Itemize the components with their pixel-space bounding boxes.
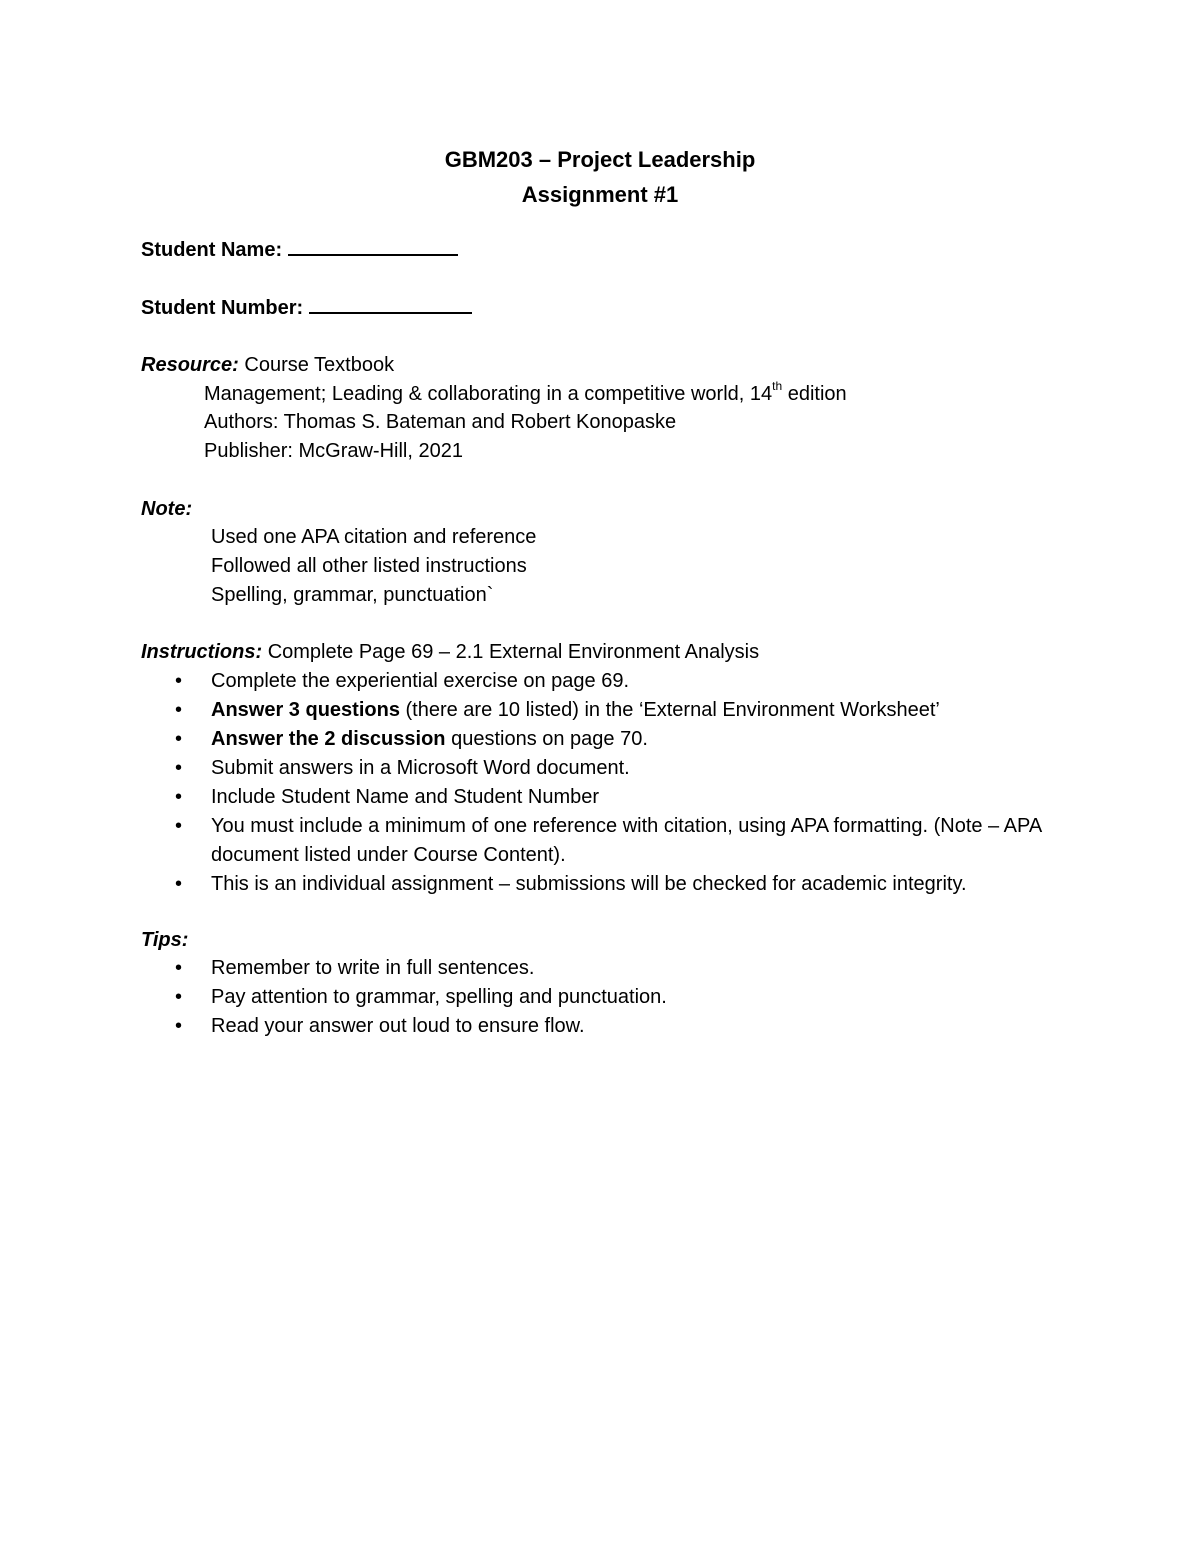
bullet-icon: • [175, 699, 183, 721]
list-item-text: You must include a minimum of one reference with citation, using APA formatting. (Note – APA document listed under Course Content). [211, 815, 1042, 866]
book-title-edition: edition [782, 383, 847, 405]
list-item [141, 754, 1071, 783]
list-item-text: Complete the experiential exercise on page 69. [211, 670, 630, 692]
document-subtitle: Assignment #1 [521, 182, 679, 207]
list-item [141, 812, 1071, 870]
bullet-icon: • [175, 786, 183, 808]
resource-row [141, 351, 394, 380]
list-item [141, 983, 1071, 1012]
book-title-superscript: th [772, 379, 783, 394]
bullet-icon: • [175, 1015, 183, 1037]
list-item-text: (there are 10 listed) in the ‘External Environment Worksheet’ [399, 699, 940, 721]
student-name-label: Student Name: [141, 239, 283, 261]
note-label: Note: [141, 498, 193, 520]
list-item-text: Pay attention to grammar, spelling and punctuation. [211, 986, 667, 1008]
book-authors: Authors: Thomas S. Bateman and Robert Konopaske [204, 411, 677, 433]
list-item [141, 667, 1071, 696]
list-item-bold: Answer 3 questions [211, 699, 400, 721]
list-item [141, 954, 1071, 983]
bullet-icon: • [175, 815, 183, 837]
list-item [141, 696, 1071, 725]
bullet-icon: • [175, 670, 183, 692]
tips-label: Tips: [141, 929, 189, 951]
instructions-row [141, 638, 759, 667]
list-item-text: Submit answers in a Microsoft Word document. [211, 757, 630, 779]
student-name-blank [288, 236, 458, 256]
list-item-text: Remember to write in full sentences. [211, 957, 535, 979]
tips-list [141, 954, 1071, 1041]
book-title-main: Management; Leading & collaborating in a competitive world, 14 [204, 383, 773, 405]
list-item-text: Include Student Name and Student Number [211, 786, 600, 808]
note-item: Used one APA citation and reference [211, 526, 537, 548]
instructions-value: Complete Page 69 – 2.1 External Environment Analysis [267, 641, 760, 663]
student-number-blank [309, 294, 472, 314]
list-item-text: This is an individual assignment – submissions will be checked for academic integrity. [211, 873, 967, 895]
list-item [141, 1012, 1071, 1041]
document-title: GBM203 – Project Leadership [444, 147, 756, 172]
bullet-icon: • [175, 873, 183, 895]
book-title [204, 380, 847, 409]
bullet-icon: • [175, 986, 183, 1008]
list-item [141, 783, 1071, 812]
student-number-row [141, 294, 472, 323]
student-name-row [141, 236, 458, 265]
instructions-label: Instructions: [141, 641, 263, 663]
resource-label: Resource: [141, 354, 239, 376]
list-item-bold: Answer the 2 discussion [211, 728, 446, 750]
book-publisher: Publisher: McGraw-Hill, 2021 [204, 440, 463, 462]
note-item: Spelling, grammar, punctuation` [211, 584, 494, 606]
instructions-list [141, 667, 1071, 899]
note-item: Followed all other listed instructions [211, 555, 527, 577]
list-item [141, 725, 1071, 754]
list-item [141, 870, 1071, 899]
student-number-label: Student Number: [141, 297, 304, 319]
list-item-text: Read your answer out loud to ensure flow. [211, 1015, 585, 1037]
bullet-icon: • [175, 757, 183, 779]
bullet-icon: • [175, 728, 183, 750]
list-item-text: questions on page 70. [445, 728, 648, 750]
bullet-icon: • [175, 957, 183, 979]
resource-value: Course Textbook [244, 354, 395, 376]
